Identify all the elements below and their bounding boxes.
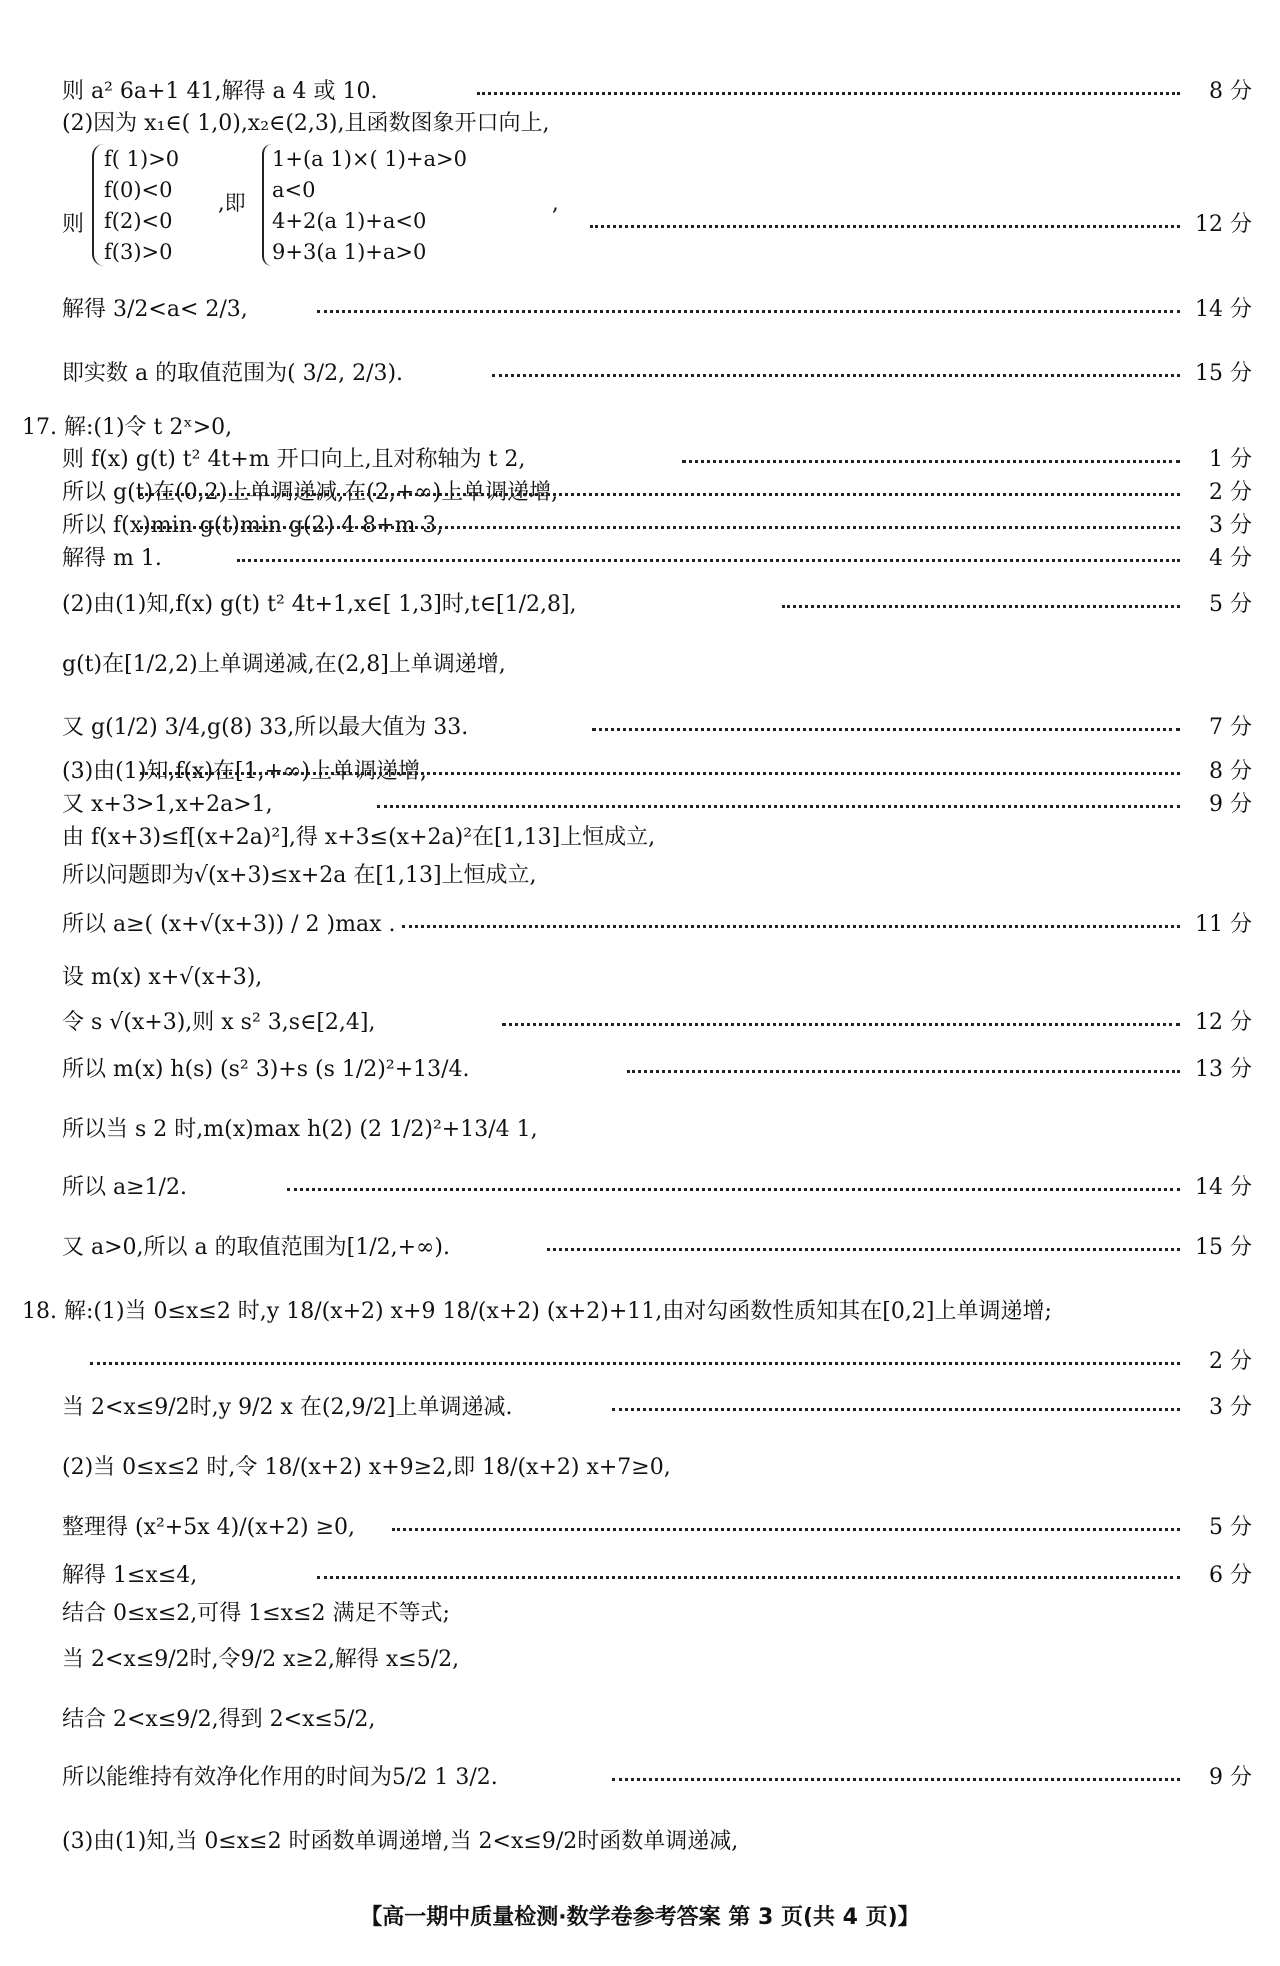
answer-line	[0, 1228, 1280, 1268]
score-label: 14 分	[1195, 1175, 1252, 1200]
answer-line	[0, 585, 1280, 625]
page-footer: 【高一期中质量检测·数学卷参考答案 第 3 页(共 4 页)】	[360, 1905, 920, 1930]
dot-leader	[682, 460, 1180, 463]
answer-line-text: 解得 3/2<a< 2/3,	[62, 297, 248, 322]
dot-leader	[492, 374, 1180, 377]
dot-leader	[140, 493, 1180, 496]
answer-line	[0, 104, 1280, 144]
answer-line	[0, 290, 1280, 330]
answer-line	[0, 1556, 1280, 1596]
answer-line	[0, 1508, 1280, 1548]
score-label: 5 分	[1209, 592, 1252, 617]
answer-line	[0, 905, 1280, 945]
system-tail: ,	[552, 191, 559, 215]
answer-line-text: (3)由(1)知,当 0≤x≤2 时函数单调递增,当 2<x≤9/2时函数单调递减,	[62, 1829, 739, 1854]
answer-line-text: (3)由(1)知,f(x)在[1,+∞)上单调递增,	[62, 759, 427, 784]
score-label: 7 分	[1209, 715, 1252, 740]
answer-line-text: 所以问题即为√(x+3)≤x+2a 在[1,13]上恒成立,	[62, 863, 537, 888]
answer-line-text: (2)当 0≤x≤2 时,令 18/(x+2) x+9≥2,即 18/(x+2) x+7≥0,	[62, 1455, 671, 1480]
system-condition: f( 1)>0	[104, 147, 180, 171]
score-label: 2 分	[1209, 480, 1252, 505]
answer-line	[0, 818, 1280, 858]
dot-leader	[287, 1188, 1180, 1191]
system-condition: a<0	[272, 178, 316, 202]
answer-line-text: 又 a>0,所以 a 的取值范围为[1/2,+∞).	[62, 1235, 450, 1260]
dot-leader	[782, 605, 1180, 608]
answer-line	[0, 1110, 1280, 1150]
score-label: 4 分	[1209, 546, 1252, 571]
right-brace	[262, 144, 272, 266]
score-label: 3 分	[1209, 513, 1252, 538]
score-label: 2 分	[1209, 1349, 1252, 1374]
score-label: 1 分	[1209, 447, 1252, 472]
score-label: 15 分	[1195, 361, 1252, 386]
system-condition: f(2)<0	[104, 209, 173, 233]
answer-line-text: 所以 a≥( (x+√(x+3)) / 2 )max .	[62, 912, 396, 937]
dot-leader	[502, 1023, 1180, 1026]
answer-line-text: 又 x+3>1,x+2a>1,	[62, 792, 273, 817]
score-label: 6 分	[1209, 1563, 1252, 1588]
answer-line-text: 整理得 (x²+5x 4)/(x+2) ≥0,	[62, 1515, 356, 1540]
answer-line-text: 所以 m(x) h(s) (s² 3)+s (s 1/2)²+13/4.	[62, 1057, 470, 1082]
answer-line-text: 又 g(1/2) 3/4,g(8) 33,所以最大值为 33.	[62, 715, 469, 740]
system-condition: f(0)<0	[104, 178, 173, 202]
score-label: 13 分	[1195, 1057, 1252, 1082]
answer-line-text: 18. 解:(1)当 0≤x≤2 时,y 18/(x+2) x+9 18/(x+2) (x+2)+11,由对勾函数性质知其在[0,2]上单调递增;	[22, 1299, 1052, 1324]
score-label: 3 分	[1209, 1395, 1252, 1420]
answer-line	[0, 1700, 1280, 1740]
dot-leader	[612, 1778, 1180, 1781]
score-label: 8 分	[1209, 759, 1252, 784]
dot-leader	[477, 92, 1180, 95]
score-label: 15 分	[1195, 1235, 1252, 1260]
answer-line-text: (2)因为 x₁∈( 1,0),x₂∈(2,3),且函数图象开口向上,	[62, 111, 550, 136]
dot-leader	[612, 1408, 1180, 1411]
answer-line	[0, 1822, 1280, 1862]
answer-line	[0, 1168, 1280, 1208]
dot-leader	[140, 772, 1180, 775]
dot-leader	[237, 559, 1180, 562]
system-condition: f(3)>0	[104, 240, 173, 264]
score-label: 8 分	[1209, 79, 1252, 104]
answer-line-text: 所以能维持有效净化作用的时间为5/2 1 3/2.	[62, 1765, 498, 1790]
answer-line	[0, 708, 1280, 748]
answer-line-text: 17. 解:(1)令 t 2ˣ>0,	[22, 415, 233, 440]
answer-line-text: 当 2<x≤9/2时,y 9/2 x 在(2,9/2]上单调递减.	[62, 1395, 513, 1420]
answer-line-text: 解得 1≤x≤4,	[62, 1563, 198, 1588]
score-label: 12 分	[1195, 1010, 1252, 1035]
system-condition: 1+(a 1)×( 1)+a>0	[272, 147, 467, 171]
answer-line-text: 所以当 s 2 时,m(x)max h(2) (2 1/2)²+13/4 1,	[62, 1117, 538, 1142]
answer-line-text: g(t)在[1/2,2)上单调递减,在(2,8]上单调递增,	[62, 652, 506, 677]
answer-line	[0, 1594, 1280, 1634]
answer-line	[0, 1003, 1280, 1043]
answer-line	[0, 354, 1280, 394]
dot-leader	[392, 1528, 1180, 1531]
answer-line-text: 解得 m 1.	[62, 546, 162, 571]
dot-leader	[377, 805, 1180, 808]
dot-leader	[592, 728, 1180, 731]
answer-line-text: 则	[62, 212, 85, 237]
answer-line-text: 结合 0≤x≤2,可得 1≤x≤2 满足不等式;	[62, 1601, 450, 1626]
answer-line-text: 所以 g(t)在(0,2)上单调递减,在(2,+∞)上单调递增,	[62, 480, 559, 505]
score-label: 9 分	[1209, 1765, 1252, 1790]
score-label: 9 分	[1209, 792, 1252, 817]
dot-leader	[317, 1576, 1180, 1579]
answer-line-text: 结合 2<x≤9/2,得到 2<x≤5/2,	[62, 1707, 376, 1732]
dot-leader	[140, 526, 1180, 529]
answer-line-text: 则 f(x) g(t) t² 4t+m 开口向上,且对称轴为 t 2,	[62, 447, 526, 472]
score-label: 5 分	[1209, 1515, 1252, 1540]
answer-line-text: 当 2<x≤9/2时,令9/2 x≥2,解得 x≤5/2,	[62, 1647, 460, 1672]
dot-leader	[547, 1248, 1180, 1251]
left-brace	[92, 144, 104, 266]
answer-line	[0, 958, 1280, 998]
answer-line	[0, 1292, 1280, 1332]
answer-line	[0, 1050, 1280, 1090]
system-condition: 9+3(a 1)+a>0	[272, 240, 427, 264]
dot-leader	[402, 925, 1180, 928]
answer-line-text: 设 m(x) x+√(x+3),	[62, 965, 263, 990]
answer-line-text: (2)由(1)知,f(x) g(t) t² 4t+1,x∈[ 1,3]时,t∈[1/2,8],	[62, 592, 577, 617]
answer-line	[0, 645, 1280, 685]
dot-leader	[90, 1362, 1180, 1365]
answer-line	[0, 1758, 1280, 1798]
score-label: 11 分	[1195, 912, 1252, 937]
score-label: 12 分	[1195, 212, 1252, 237]
answer-line	[0, 1640, 1280, 1680]
answer-line-text: 则 a² 6a+1 41,解得 a 4 或 10.	[62, 79, 378, 104]
answer-line-text: 所以 a≥1/2.	[62, 1175, 187, 1200]
answer-line-text: 令 s √(x+3),则 x s² 3,s∈[2,4],	[62, 1010, 376, 1035]
answer-line	[0, 1448, 1280, 1488]
answer-line	[0, 1342, 1280, 1382]
answer-line-text: 即实数 a 的取值范围为( 3/2, 2/3).	[62, 361, 404, 386]
answer-line-text: 所以 f(x)min g(t)min g(2) 4 8+m 3,	[62, 513, 444, 538]
answer-line-text: 由 f(x+3)≤f[(x+2a)²],得 x+3≤(x+2a)²在[1,13]上恒成立,	[62, 825, 656, 850]
system-separator: ,即	[218, 191, 246, 215]
answer-line	[0, 1388, 1280, 1428]
score-label: 14 分	[1195, 297, 1252, 322]
dot-leader	[590, 225, 1180, 228]
answer-line	[0, 205, 1280, 245]
dot-leader	[627, 1070, 1180, 1073]
system-condition: 4+2(a 1)+a<0	[272, 209, 427, 233]
answer-line	[0, 539, 1280, 579]
answer-line	[0, 856, 1280, 896]
dot-leader	[317, 310, 1180, 313]
